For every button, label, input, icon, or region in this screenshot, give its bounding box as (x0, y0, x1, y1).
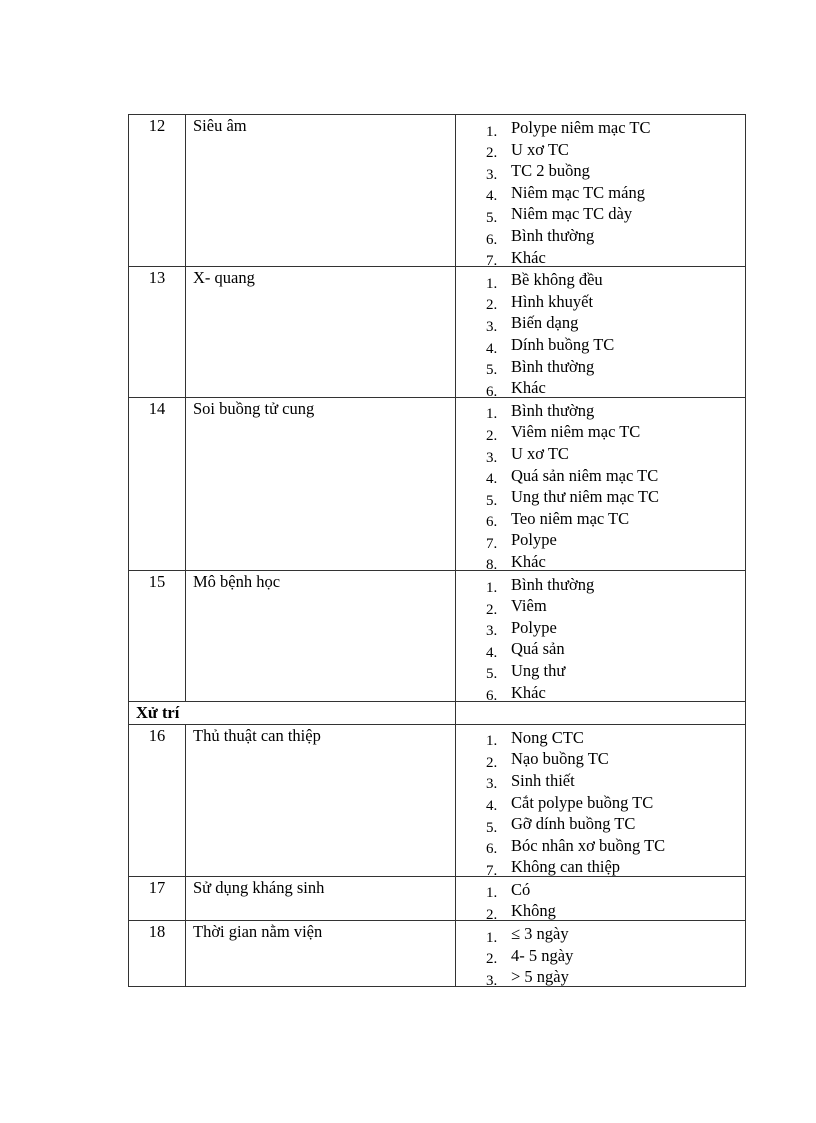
variable-name: Sử dụng kháng sinh (186, 876, 456, 920)
row-number: 12 (129, 115, 186, 267)
list-item (486, 898, 745, 923)
option-label: Bình thường (511, 356, 595, 376)
list-item (486, 267, 745, 292)
list-item (486, 615, 745, 640)
list-item (486, 658, 745, 683)
option-number: 6. (486, 383, 498, 400)
option-number: 2. (486, 601, 498, 618)
options-cell (456, 397, 746, 574)
list-item (486, 484, 745, 509)
list-item (486, 201, 745, 226)
option-number: 4. (486, 471, 498, 488)
row-number: 15 (129, 571, 186, 702)
table-row (129, 115, 746, 267)
row-number: 16 (129, 724, 186, 876)
option-number: 1. (486, 929, 498, 946)
option-label: Không (511, 901, 556, 921)
list-item (486, 419, 745, 444)
option-label: Polype niêm mạc TC (511, 118, 651, 138)
option-label: ≤ 3 ngày (511, 924, 569, 944)
option-label: Polype (511, 530, 557, 550)
option-label: Khác (511, 682, 546, 702)
list-item (486, 789, 745, 814)
list-item (486, 137, 745, 162)
list-item (486, 310, 745, 335)
option-number: 4. (486, 340, 498, 357)
list-item (486, 398, 745, 423)
option-number: 2. (486, 427, 498, 444)
table-row (129, 267, 746, 398)
table-body (129, 115, 746, 987)
option-label: TC 2 buồng (511, 161, 590, 181)
list-item (486, 441, 745, 466)
table-row (129, 920, 746, 986)
list-item (486, 921, 745, 946)
list-item (486, 332, 745, 357)
option-label: Gỡ dính buồng TC (511, 814, 636, 834)
option-number: 6. (486, 688, 498, 705)
option-label: Quá sản (511, 639, 565, 659)
list-item (486, 964, 745, 989)
option-number: 3. (486, 972, 498, 989)
option-number: 5. (486, 492, 498, 509)
table-row (129, 397, 746, 571)
options-cell (456, 115, 746, 270)
option-label: Niêm mạc TC dày (511, 204, 633, 224)
list-item (486, 746, 745, 771)
list-item (486, 245, 745, 270)
list-item (486, 375, 745, 400)
option-number: 2. (486, 951, 498, 968)
option-number: 2. (486, 145, 498, 162)
list-item (486, 943, 745, 968)
option-label: Bề không đều (511, 270, 603, 290)
option-label: 4- 5 ngày (511, 945, 574, 965)
list-item (486, 549, 745, 574)
option-label: Bình thường (511, 226, 595, 246)
row-number: 17 (129, 876, 186, 920)
option-list (486, 877, 745, 923)
option-label: Bình thường (511, 574, 595, 594)
variable-name: X- quang (186, 267, 456, 398)
section-heading: Xử trí (129, 702, 456, 725)
option-label: Polype (511, 617, 557, 637)
options-cell (456, 724, 746, 879)
list-item (486, 463, 745, 488)
option-list (486, 115, 745, 270)
list-item (486, 679, 745, 705)
table-row (129, 876, 746, 920)
list-item (486, 571, 745, 597)
option-number: 1. (486, 406, 498, 423)
option-number: 2. (486, 297, 498, 314)
list-item (486, 811, 745, 836)
option-number: 4. (486, 188, 498, 205)
option-number: 3. (486, 776, 498, 793)
option-label: Cắt polype buồng TC (511, 792, 654, 812)
variable-name: Thủ thuật can thiệp (186, 724, 456, 876)
option-label: Nạo buồng TC (511, 749, 609, 769)
row-number: 13 (129, 267, 186, 398)
options-cell (456, 920, 746, 989)
list-item (486, 593, 745, 618)
option-number: 5. (486, 209, 498, 226)
row-number: 14 (129, 397, 186, 571)
option-number: 7. (486, 535, 498, 552)
table-row (129, 724, 746, 876)
list-item (486, 877, 745, 902)
option-number: 3. (486, 318, 498, 335)
list-item (486, 289, 745, 314)
option-label: Có (511, 879, 531, 899)
list-item (486, 527, 745, 552)
list-item (486, 115, 745, 140)
option-label: Sinh thiết (511, 770, 575, 790)
option-number: 1. (486, 580, 498, 597)
list-item (486, 158, 745, 183)
variable-name: Thời gian nằm viện (186, 920, 456, 986)
option-label: Biến dạng (511, 313, 579, 333)
option-number: 2. (486, 754, 498, 771)
section-empty-cell (456, 702, 746, 725)
option-label: Ung thư niêm mạc TC (511, 487, 659, 507)
option-label: Niêm mạc TC máng (511, 182, 645, 202)
option-number: 1. (486, 885, 498, 902)
row-number: 18 (129, 920, 186, 986)
option-number: 8. (486, 557, 498, 574)
option-label: > 5 ngày (511, 967, 569, 987)
list-item (486, 854, 745, 879)
option-label: Khác (511, 247, 546, 267)
section-row (129, 702, 746, 725)
variable-name: Siêu âm (186, 115, 456, 267)
option-label: Nong CTC (511, 727, 584, 747)
option-label: Khác (511, 551, 546, 571)
option-number: 7. (486, 862, 498, 879)
variable-name: Soi buồng tử cung (186, 397, 456, 571)
option-label: Khác (511, 378, 546, 398)
option-number: 6. (486, 514, 498, 531)
option-number: 3. (486, 449, 498, 466)
options-cell (456, 267, 746, 398)
option-label: Không can thiệp (511, 857, 621, 877)
list-item (486, 833, 745, 858)
option-label: Viêm niêm mạc TC (511, 422, 641, 442)
option-list (486, 267, 745, 400)
option-label: Bóc nhân xơ buồng TC (511, 835, 666, 855)
option-label: Quá sản niêm mạc TC (511, 465, 659, 485)
option-number: 1. (486, 123, 498, 140)
option-label: Hình khuyết (511, 291, 594, 311)
option-number: 5. (486, 666, 498, 683)
option-label: Viêm (511, 596, 547, 616)
list-item (486, 180, 745, 205)
option-list (486, 571, 745, 705)
option-label: U xơ TC (511, 139, 569, 159)
list-item (486, 506, 745, 531)
option-label: U xơ TC (511, 444, 569, 463)
option-number: 6. (486, 841, 498, 858)
options-cell (456, 876, 746, 923)
option-number: 4. (486, 644, 498, 661)
options-cell (456, 571, 746, 705)
table-row (129, 571, 746, 702)
option-number: 5. (486, 819, 498, 836)
option-number: 7. (486, 253, 498, 270)
option-list (486, 921, 745, 989)
option-list (486, 725, 745, 879)
option-number: 3. (486, 623, 498, 640)
option-number: 6. (486, 231, 498, 248)
option-number: 5. (486, 362, 498, 379)
option-label: Teo niêm mạc TC (511, 508, 630, 528)
list-item (486, 223, 745, 248)
option-number: 3. (486, 166, 498, 183)
list-item (486, 636, 745, 661)
option-label: Ung thư (511, 660, 566, 680)
option-number: 1. (486, 275, 498, 292)
questionnaire-table (128, 114, 746, 987)
option-number: 2. (486, 906, 498, 923)
option-label: Dính buồng TC (511, 335, 615, 355)
option-label: Bình thường (511, 400, 595, 420)
list-item (486, 768, 745, 793)
option-number: 1. (486, 733, 498, 750)
option-number: 4. (486, 798, 498, 814)
list-item (486, 354, 745, 379)
list-item (486, 725, 745, 750)
variable-name: Mô bệnh học (186, 571, 456, 702)
option-list (486, 398, 745, 574)
